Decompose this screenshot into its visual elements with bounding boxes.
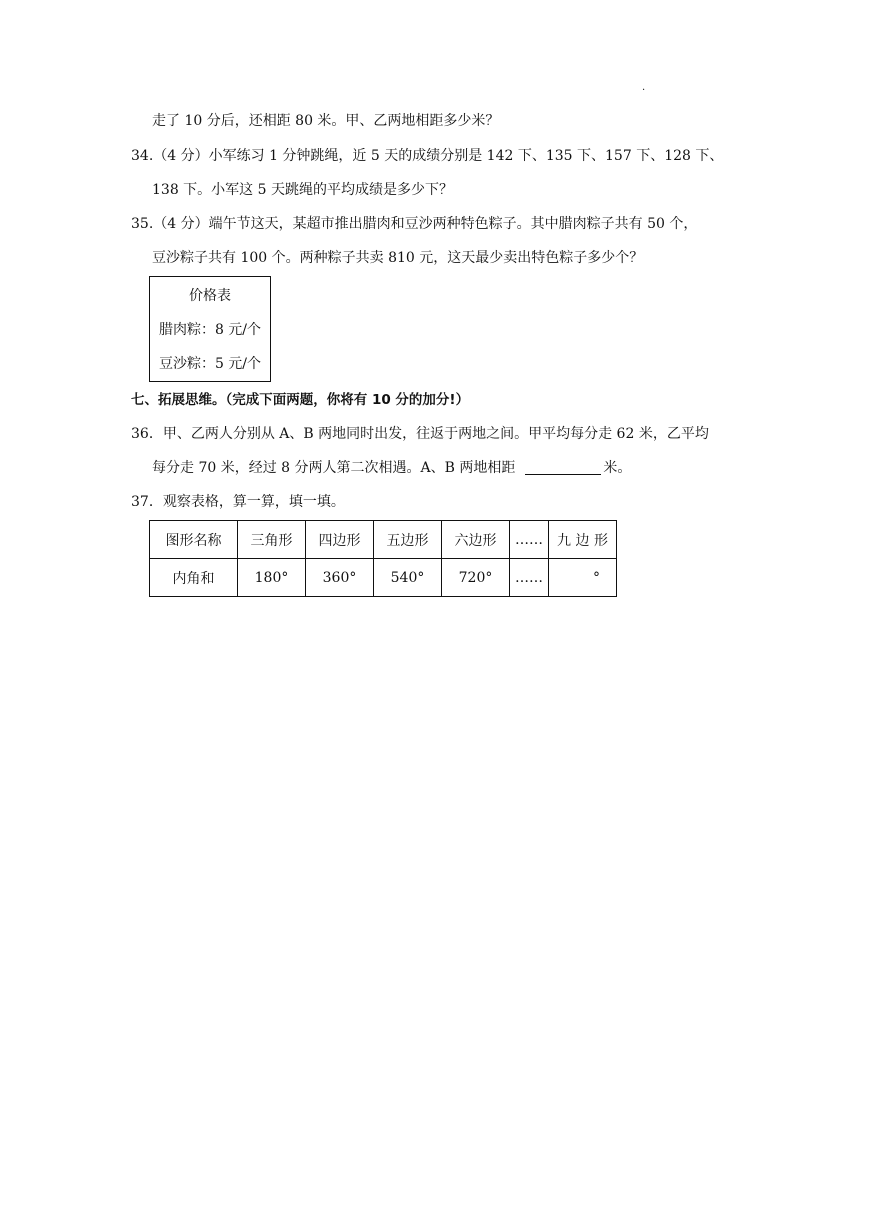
header-cell: 九 边 形 [549, 521, 617, 559]
problem-34-line-1: 34.（4 分）小军练习 1 分钟跳绳，近 5 天的成绩分别是 142 下、135 下、157 下、128 下、 [131, 148, 724, 164]
header-dot: . [642, 82, 646, 93]
price-row-dousha: 豆沙粽：5 元/个 [158, 356, 262, 372]
value-cell: …… [510, 559, 549, 597]
header-cell: 五边形 [374, 521, 442, 559]
answer-blank[interactable] [525, 458, 601, 475]
header-cell: 图形名称 [150, 521, 238, 559]
row-label-cell: 内角和 [150, 559, 238, 597]
problem-35-line-1: 35.（4 分）端午节这天，某超市推出腊肉和豆沙两种特色粽子。其中腊肉粽子共有 50 个， [131, 216, 698, 232]
problem-34-line-2: 138 下。小军这 5 天跳绳的平均成绩是多少下？ [152, 182, 453, 198]
header-cell: 三角形 [238, 521, 306, 559]
answer-cell[interactable]: ° [549, 559, 617, 597]
problem-37-text: 37．观察表格，算一算，填一填。 [131, 494, 345, 510]
price-table [149, 276, 271, 382]
table-row [150, 521, 617, 559]
polygon-angle-table [149, 520, 617, 597]
problem-36-line-2 [152, 458, 631, 478]
table-row [150, 559, 617, 597]
value-cell: 720° [442, 559, 510, 597]
problem-33-continuation: 走了 10 分后，还相距 80 米。甲、乙两地相距多少米？ [152, 113, 500, 129]
problem-36-line-1: 36．甲、乙两人分别从 A、B 两地同时出发，往返于两地之间。甲平均每分走 62 米，乙平均 [131, 426, 709, 442]
value-cell: 180° [238, 559, 306, 597]
problem-36-text: 每分走 70 米，经过 8 分两人第二次相遇。A、B 两地相距 [152, 460, 516, 476]
problem-35-line-2: 豆沙粽子共有 100 个。两种粽子共卖 810 元，这天最少卖出特色粽子多少个？ [152, 250, 644, 266]
section-7-heading: 七、拓展思维。（完成下面两题，你将有 10 分的加分!） [131, 392, 470, 408]
header-cell: …… [510, 521, 549, 559]
problem-36-unit: 米。 [603, 460, 632, 476]
price-row-larou: 腊肉粽：8 元/个 [158, 322, 262, 338]
value-cell: 360° [306, 559, 374, 597]
value-cell: 540° [374, 559, 442, 597]
header-cell: 四边形 [306, 521, 374, 559]
header-cell: 六边形 [442, 521, 510, 559]
price-table-title: 价格表 [189, 288, 231, 304]
